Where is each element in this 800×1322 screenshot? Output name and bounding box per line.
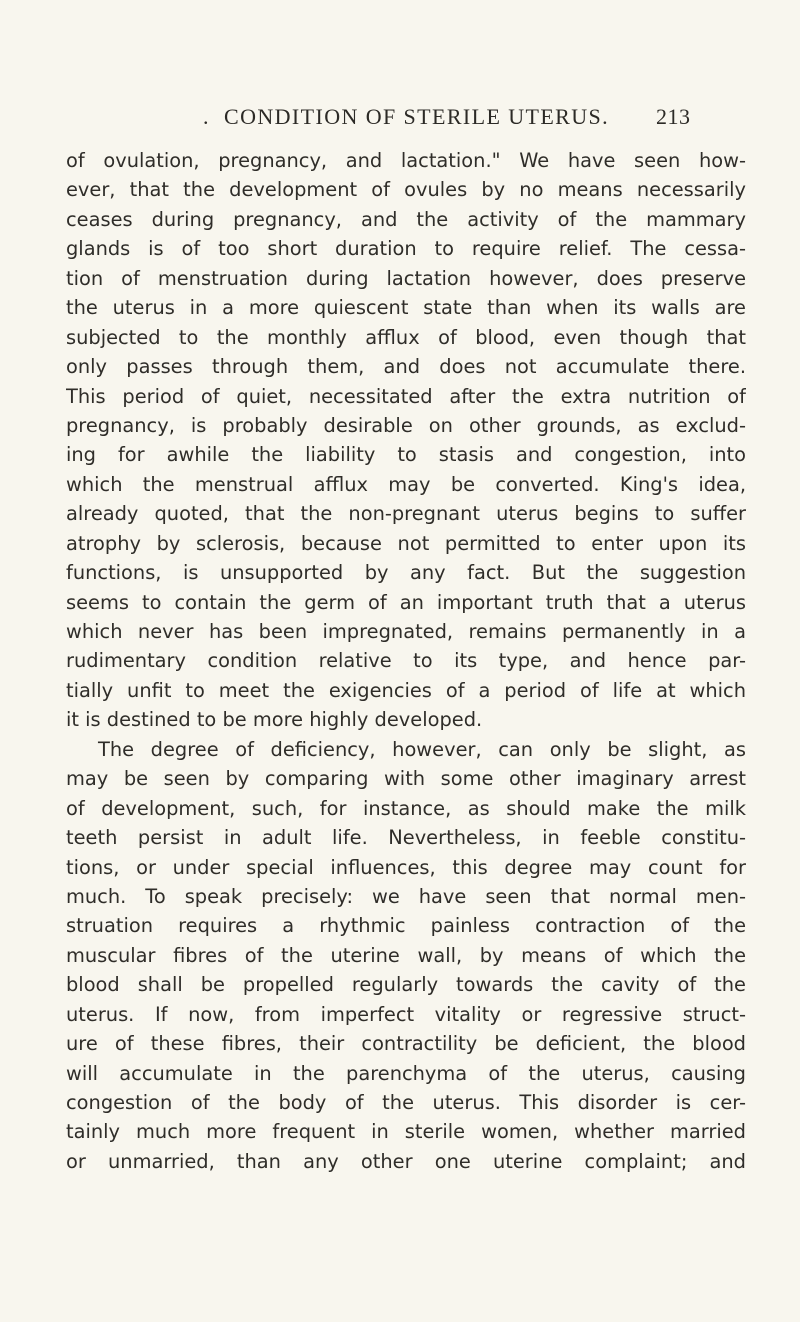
- text-line: tially unfit to meet the exigencies of a period of life at which: [66, 678, 746, 702]
- text-line: already quoted, that the non-pregnant uterus begins to suffer: [66, 502, 746, 526]
- text-line: may be seen by comparing with some other imaginary arrest: [66, 767, 746, 791]
- text-line: only passes through them, and does not accumulate there.: [66, 355, 746, 379]
- text-line: uterus. If now, from imperfect vitality or regressive struct-: [66, 1002, 746, 1026]
- text-line: congestion of the body of the uterus. This disorder is cer-: [66, 1091, 746, 1114]
- text-line: the uterus in a more quiescent state than when its walls are: [66, 296, 746, 320]
- text-line: ing for awhile the liability to stasis and congestion, into: [66, 443, 746, 467]
- text-line: tion of menstruation during lactation however, does preserve: [66, 266, 746, 290]
- text-line: struation requires a rhythmic painless contraction of the: [66, 914, 746, 938]
- text-line: of development, such, for instance, as should make the milk: [66, 796, 746, 820]
- text-line: This period of quiet, necessitated after the extra nutrition of: [66, 384, 746, 408]
- page-title: CONDITION OF STERILE UTERUS.: [224, 104, 610, 129]
- text-line: tions, or under special influences, this degree may count for: [66, 855, 746, 879]
- text-line: ure of these fibres, their contractility be deficient, the blood: [66, 1032, 746, 1056]
- text-line: which the menstrual afflux may be converted. King's idea,: [66, 472, 746, 496]
- text-line: of ovulation, pregnancy, and lactation." We have seen how-: [66, 149, 746, 172]
- text-line: subjected to the monthly afflux of blood, even though that: [66, 325, 746, 349]
- text-line: atrophy by sclerosis, because not permitted to enter upon its: [66, 531, 746, 555]
- header-marker: .: [203, 104, 210, 129]
- page-number: 213: [656, 104, 691, 129]
- text-line: seems to contain the germ of an important truth that a uterus: [66, 590, 746, 614]
- text-line: muscular fibres of the uterine wall, by means of which the: [66, 943, 746, 967]
- text-line: ever, that the development of ovules by no means necessarily: [66, 178, 746, 202]
- text-line: or unmarried, than any other one uterine complaint; and: [66, 1149, 746, 1173]
- text-line: pregnancy, is probably desirable on other grounds, as exclud-: [66, 413, 746, 437]
- text-line: glands is of too short duration to require relief. The cessa-: [66, 237, 746, 261]
- text-line: tainly much more frequent in sterile women, whether married: [66, 1120, 746, 1144]
- text-line: will accumulate in the parenchyma of the uterus, causing: [66, 1061, 746, 1085]
- paragraph-start-line: The degree of deficiency, however, can only be slight, as: [98, 737, 746, 761]
- text-line: functions, is unsupported by any fact. But the suggestion: [66, 561, 746, 585]
- text-line: much. To speak precisely: we have seen that normal men-: [66, 884, 746, 908]
- text-line: it is destined to be more highly developed.: [66, 708, 483, 732]
- body-text: [66, 146, 746, 1176]
- text-line: which never has been impregnated, remains permanently in a: [66, 620, 746, 643]
- text-line: blood shall be propelled regularly towards the cavity of the: [66, 973, 746, 997]
- text-line: ceases during pregnancy, and the activity of the mammary: [66, 207, 746, 231]
- text-line: teeth persist in adult life. Nevertheless, in feeble constitu-: [66, 826, 746, 850]
- text-line: rudimentary condition relative to its type, and hence par-: [66, 649, 746, 673]
- running-head: [0, 104, 800, 136]
